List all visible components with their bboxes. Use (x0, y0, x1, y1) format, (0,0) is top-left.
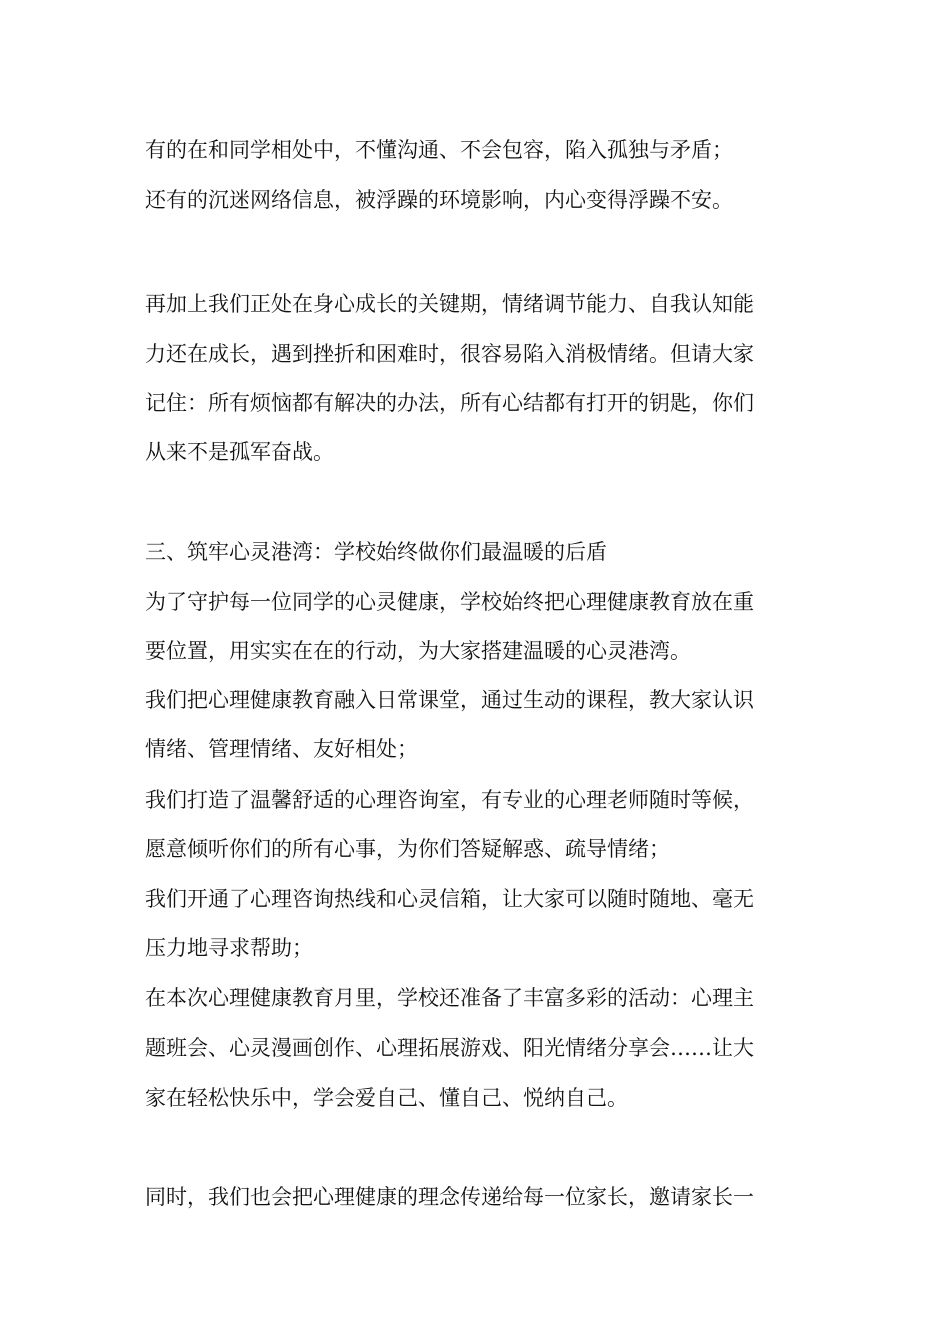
text-line: 我们打造了温馨舒适的心理咨询室，有专业的心理老师随时等候， (145, 788, 754, 812)
text-line: 家在轻松快乐中，学会爱自己、懂自己、悦纳自己。 (145, 1086, 628, 1110)
text-line: 要位置，用实实在在的行动，为大家搭建温暖的心灵港湾。 (145, 639, 691, 663)
text-line: 我们把心理健康教育融入日常课堂，通过生动的课程，教大家认识 (145, 688, 754, 712)
text-line: 有的在和同学相处中，不懂沟通、不会包容，陷入孤独与矛盾； (145, 138, 733, 162)
text-line: 记住：所有烦恼都有解决的办法，所有心结都有打开的钥匙，你们 (145, 391, 754, 415)
text-line: 为了守护每一位同学的心灵健康，学校始终把心理健康教育放在重 (145, 590, 754, 614)
section-heading: 三、筑牢心灵港湾：学校始终做你们最温暖的后盾 (145, 540, 607, 564)
text-line: 力还在成长，遇到挫折和困难时，很容易陷入消极情绪。但请大家 (145, 342, 754, 366)
text-line: 情绪、管理情绪、友好相处； (145, 737, 418, 761)
text-line: 压力地寻求帮助； (145, 936, 313, 960)
text-line: 从来不是孤军奋战。 (145, 440, 334, 464)
text-line: 愿意倾听你们的所有心事，为你们答疑解惑、疏导情绪； (145, 837, 670, 861)
text-line: 再加上我们正处在身心成长的关键期，情绪调节能力、自我认知能 (145, 292, 754, 316)
text-line: 题班会、心灵漫画创作、心理拓展游戏、阳光情绪分享会……让大 (145, 1036, 754, 1060)
text-line: 我们开通了心理咨询热线和心灵信箱，让大家可以随时随地、毫无 (145, 887, 754, 911)
text-line: 同时，我们也会把心理健康的理念传递给每一位家长，邀请家长一 (145, 1185, 754, 1209)
text-line: 还有的沉迷网络信息，被浮躁的环境影响，内心变得浮躁不安。 (145, 188, 733, 212)
text-line: 在本次心理健康教育月里，学校还准备了丰富多彩的活动：心理主 (145, 986, 754, 1010)
